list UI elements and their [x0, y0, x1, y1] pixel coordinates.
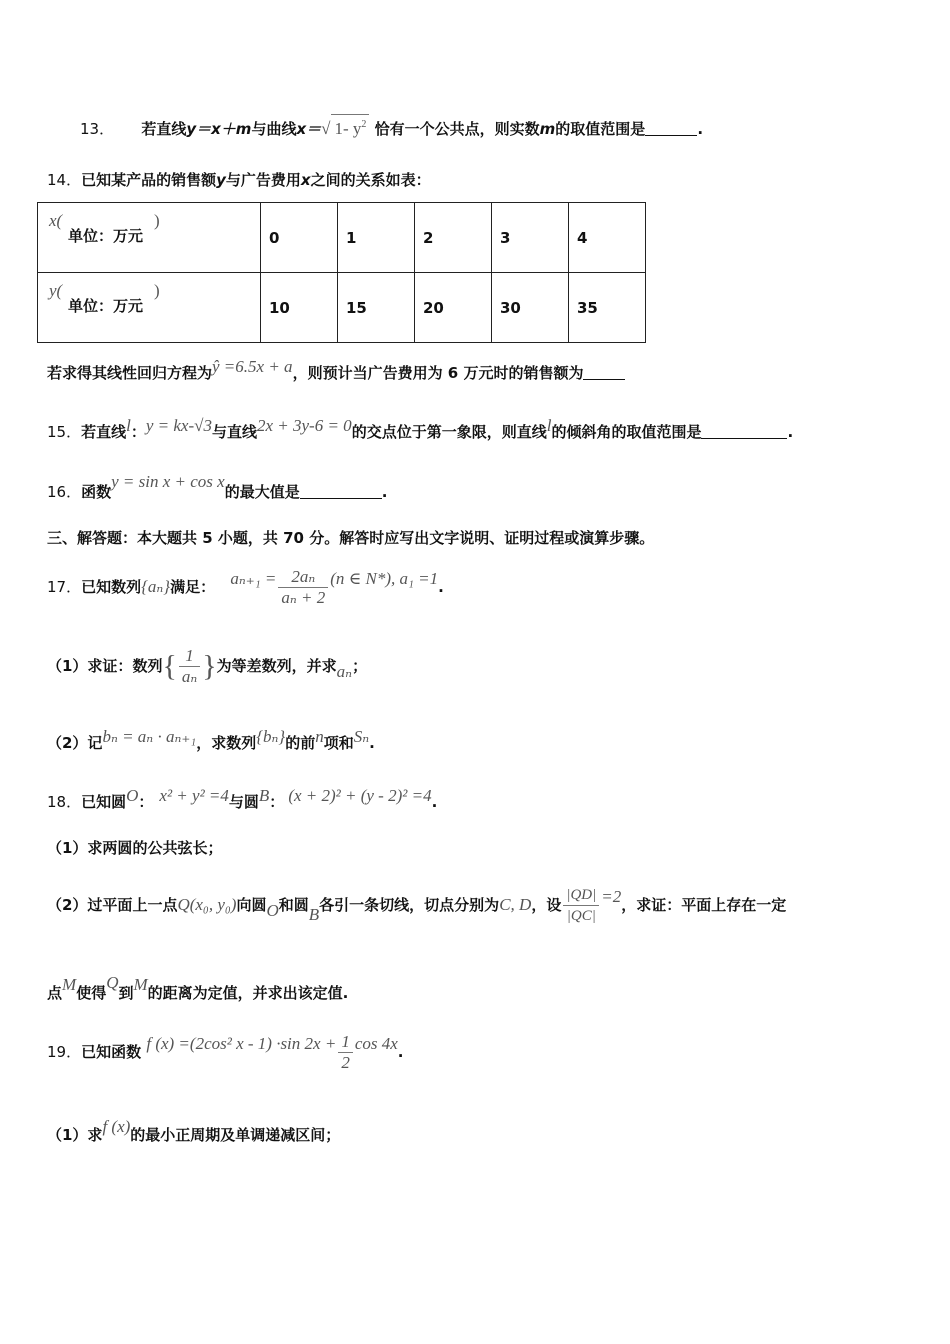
table-cell: 15 — [338, 273, 415, 343]
denominator: aₙ — [181, 667, 198, 686]
text: ： — [138, 793, 154, 811]
answer-blank — [300, 484, 382, 499]
answer-blank — [583, 365, 625, 380]
numerator: 2aₙ — [278, 567, 328, 588]
text: 的最大值是 — [224, 483, 300, 501]
question-18-part-2-continuation — [47, 973, 349, 1003]
variable: B — [308, 905, 320, 924]
question-number: 15． — [47, 423, 82, 441]
text: 与圆 — [228, 793, 259, 811]
text: . — [381, 483, 388, 501]
text: 函数 — [81, 483, 112, 501]
variable: m — [539, 120, 556, 138]
text: . — [787, 423, 794, 441]
variable: O — [266, 901, 279, 920]
text: ； — [352, 657, 368, 675]
table-cell: 3 — [492, 203, 569, 273]
answer-blank — [645, 121, 697, 136]
text: 各引一条切线，切点分别为 — [319, 896, 500, 914]
equation: x＝ — [296, 120, 322, 138]
variable: y — [216, 171, 226, 189]
text: . — [438, 578, 444, 596]
table-cell: 2 — [415, 203, 492, 273]
text: 的取值范围是 — [555, 120, 646, 138]
text: 的交点位于第一象限，则直线 — [351, 423, 547, 441]
sequence: {bₙ} — [256, 727, 286, 746]
text: 的距离为定值，并求出该定值. — [147, 984, 349, 1002]
question-19 — [47, 1030, 403, 1074]
table-row — [38, 203, 646, 273]
text: 已知某产品的销售额 — [81, 171, 217, 189]
text: （1）求 — [47, 1126, 103, 1144]
denominator: |QC| — [566, 908, 596, 924]
text: . — [431, 793, 438, 811]
question-18 — [47, 786, 438, 812]
text: 满足： — [170, 578, 216, 596]
equation: 2x + 3y-6 = 0 — [256, 416, 352, 435]
equation: y = sin x + cos x — [111, 472, 225, 491]
text: ： — [130, 423, 146, 441]
unit-label: 单位：万元 — [68, 227, 144, 245]
text: 的前 — [285, 734, 316, 752]
text: 若直线 — [141, 120, 187, 138]
variable: Q — [106, 973, 119, 992]
equation: (n ∈ N*), a₁ =1 — [330, 569, 439, 588]
variable: n — [315, 727, 324, 746]
text: 到 — [118, 984, 134, 1002]
text: . — [697, 120, 704, 138]
question-17-part-2 — [47, 727, 375, 753]
unit-label: 单位：万元 — [68, 297, 144, 315]
text: ，设 — [531, 896, 562, 914]
points: C, D — [499, 895, 532, 914]
paren: ) — [154, 211, 160, 230]
question-14-continuation — [47, 357, 625, 383]
y-variable: y( — [49, 281, 63, 300]
question-number: 19． — [47, 1043, 82, 1061]
table-row — [38, 273, 646, 343]
variable: M — [133, 975, 148, 994]
equation: aₙ₊₁ = — [230, 569, 277, 588]
equation: y＝x＋m — [186, 120, 252, 138]
fraction — [563, 885, 599, 926]
table-header-x — [38, 203, 261, 273]
text: ，则预计当广告费用为 6 万元时的销售额为 — [292, 364, 584, 382]
text: 点 — [47, 984, 63, 1002]
numerator: |QD| — [563, 885, 599, 906]
variable: l — [126, 416, 131, 435]
text: 项和 — [323, 734, 354, 752]
question-18-part-1: （1）求两圆的公共弦长； — [47, 839, 223, 857]
radicand: 1- y — [334, 119, 362, 138]
text: 使得 — [76, 984, 107, 1002]
text: . — [397, 1043, 404, 1061]
text: 向圆 — [236, 896, 267, 914]
question-15 — [47, 416, 794, 442]
text: . — [369, 734, 375, 752]
question-number: 18． — [47, 793, 82, 811]
variable: l — [546, 416, 552, 435]
table-cell: 20 — [415, 273, 492, 343]
question-18-part-2 — [47, 875, 786, 935]
text: 和圆 — [278, 896, 309, 914]
text: ，求证：平面上存在一定 — [621, 896, 787, 914]
equation: ŷ =6.5x + a — [212, 357, 293, 376]
fraction — [278, 567, 328, 608]
question-19-part-1 — [47, 1117, 341, 1145]
question-14 — [47, 170, 431, 190]
variable: Sₙ — [353, 727, 370, 746]
text: 若求得其线性回归方程为 — [47, 364, 213, 382]
function: f (x) — [102, 1117, 131, 1136]
question-number: 16． — [47, 483, 82, 501]
sqrt-expression: √ 1- $y^2$ — [321, 119, 369, 138]
text: 已知数列 — [81, 578, 142, 596]
equation: (x + 2)² + (y - 2)² =4 — [288, 786, 432, 805]
text: 与曲线 — [251, 120, 297, 138]
point: Q(x₀, y₀) — [177, 895, 237, 914]
table-cell: 4 — [569, 203, 646, 273]
equation: y = kx-√3 — [145, 416, 212, 435]
denominator: 2 — [341, 1053, 350, 1072]
text: 之间的关系如表： — [310, 171, 431, 189]
table-header-y — [38, 273, 261, 343]
sequence: {aₙ} — [141, 577, 171, 596]
table-cell: 0 — [261, 203, 338, 273]
question-17-part-1: （1）求证：数列{ $\frac{1}{\text{aₙ}}$ }为等差数列，并求aₙ； — [47, 646, 368, 686]
text: 若直线 — [81, 423, 127, 441]
text: 已知圆 — [81, 793, 127, 811]
numerator: 1 — [338, 1032, 353, 1053]
fraction — [179, 646, 200, 687]
answer-blank — [701, 424, 787, 439]
variable: B — [258, 786, 270, 805]
question-17 — [47, 565, 444, 609]
fraction — [338, 1032, 353, 1073]
question-number: 17． — [47, 578, 82, 596]
text: ： — [269, 793, 285, 811]
variable: aₙ — [336, 662, 353, 681]
text: 与直线 — [211, 423, 257, 441]
paren: ) — [154, 281, 160, 300]
text: 恰有一个公共点，则实数 — [374, 120, 540, 138]
text: （1）求证：数列 — [47, 657, 163, 675]
equation: f (x) =(2cos² x - 1) ·sin 2x + — [146, 1034, 337, 1053]
text: （2）过平面上一点 — [47, 896, 178, 914]
denominator: aₙ + 2 — [281, 588, 326, 607]
equation: cos 4x — [354, 1034, 398, 1053]
text: 已知函数 — [81, 1043, 142, 1061]
variable: O — [126, 786, 139, 805]
section-heading: 三、解答题：本大题共 5 小题，共 70 分。解答时应写出文字说明、证明过程或演算步骤。 — [47, 529, 655, 547]
x-variable: x( — [49, 211, 63, 230]
table-cell: 30 — [492, 273, 569, 343]
table-cell: 10 — [261, 273, 338, 343]
question-13 — [80, 114, 703, 139]
numerator: 1 — [179, 646, 200, 667]
text: 的倾斜角的取值范围是 — [551, 423, 702, 441]
question-16 — [47, 472, 388, 502]
question-number: 13． — [80, 120, 115, 138]
text: 与广告费用 — [225, 171, 301, 189]
text: 的最小正周期及单调递减区间； — [130, 1126, 341, 1144]
variable: M — [62, 975, 77, 994]
text: 为等差数列，并求 — [216, 657, 337, 675]
question-number: 14． — [47, 171, 82, 189]
equation: =2 — [601, 887, 622, 906]
equation: bₙ = aₙ · aₙ₊₁ — [102, 727, 197, 746]
table-cell: 1 — [338, 203, 415, 273]
equation: x² + y² =4 — [159, 786, 229, 805]
variable: x — [300, 171, 311, 189]
text: ，求数列 — [196, 734, 257, 752]
data-table — [37, 202, 646, 343]
table-cell: 35 — [569, 273, 646, 343]
text: （2）记 — [47, 734, 103, 752]
